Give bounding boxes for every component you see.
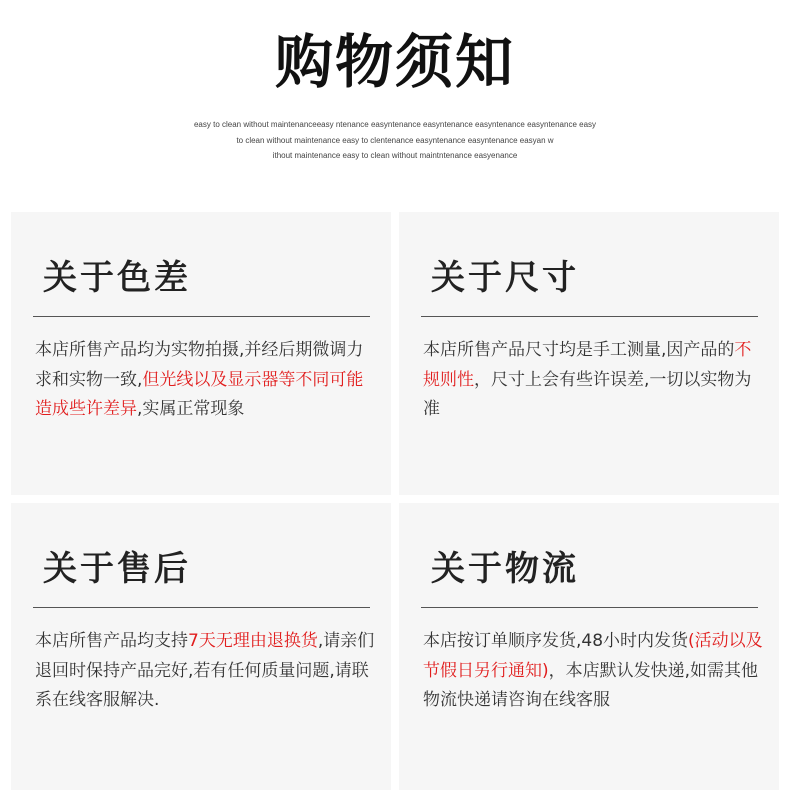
panel-title: 关于尺寸 [431, 258, 579, 298]
highlight-text: (活动以及节假日另行通知) [423, 631, 763, 681]
text-part: ，本店默认发快递,如需其他物流快递请咨询在线客服 [423, 660, 759, 710]
text-part: ，尺寸上会有些许误差,一切以实物为准 [423, 369, 752, 419]
page-title: 购物须知 [274, 28, 515, 96]
subtitle-line: to clean without maintenance easy to clentenance easyntenance easyntenance easyan w [236, 135, 554, 145]
divider [421, 316, 758, 317]
panel-text [35, 336, 375, 425]
panel-after-sales [11, 503, 391, 790]
text-part: ,请亲们退回时保持产品完好,若有任何质量问题,请联系在线客服解决. [35, 631, 375, 710]
panel-size [399, 212, 779, 495]
panel-text [35, 627, 375, 716]
divider [421, 607, 758, 608]
text-part: 本店按订单顺序发货,48小时内发货 [423, 631, 689, 651]
subtitle-line: ithout maintenance easy to clean without maintntenance easyenance [272, 151, 518, 160]
highlight-text: 7天无理由退换货 [188, 631, 318, 651]
subtitle-line: easy to clean without maintenanceeasy ntenance easyntenance easyntenance easyntenance easyntenance easy [193, 120, 597, 129]
subtitle-text [0, 117, 790, 164]
panel-text [423, 627, 763, 716]
divider [33, 316, 370, 317]
text-part: 本店所售产品尺寸均是手工测量,因产品的 [423, 340, 735, 360]
divider [33, 607, 370, 608]
panel-title: 关于售后 [43, 549, 191, 589]
panel-text [423, 336, 763, 425]
panel-logistics [399, 503, 779, 790]
highlight-text: 但光线以及显示器等不同可能造成些许差异 [35, 369, 364, 419]
text-part: 本店所售产品均支持 [35, 631, 188, 651]
panel-title: 关于色差 [43, 258, 191, 298]
panel-color-difference [11, 212, 391, 495]
highlight-text: 不规则性 [423, 340, 752, 390]
text-part: 本店所售产品均为实物拍摄,并经后期微调力求和实物一致, [35, 340, 364, 390]
text-part: ,实属正常现象 [137, 399, 245, 419]
panel-title: 关于物流 [431, 549, 579, 589]
